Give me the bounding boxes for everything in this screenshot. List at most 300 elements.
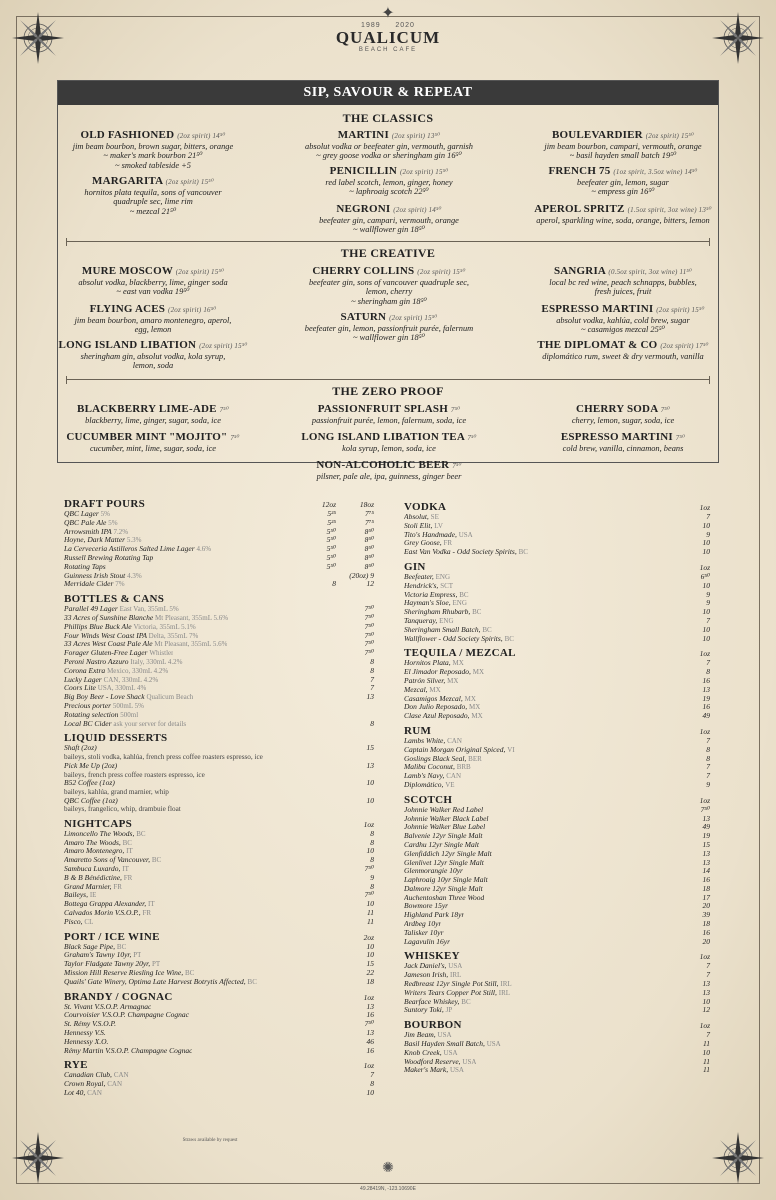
cocktail-description: local bc red wine, peach schnapps, bubbles, <box>549 278 697 287</box>
menu-item-row <box>404 659 710 668</box>
item-price: 15 <box>366 959 374 969</box>
item-name-wrap <box>404 539 452 548</box>
category-header <box>64 732 374 744</box>
item-name-wrap <box>64 1089 102 1098</box>
item-name-wrap <box>64 1080 122 1089</box>
item-name: Redbreast 12yr Single Pot Still, <box>404 980 499 989</box>
item-origin: BC <box>247 977 257 986</box>
item-name: Goslings Black Seal, <box>404 754 467 763</box>
cocktail-description: cherry, lemon, sugar, soda, ice <box>571 416 675 425</box>
menu-item-row <box>404 573 710 582</box>
item-name-wrap <box>404 989 510 998</box>
menu-item-row <box>404 539 710 548</box>
cocktail-info: (2oz spirit) 15⁵⁰ <box>175 268 225 276</box>
dessert-name-wrap <box>64 744 97 753</box>
cocktail-info: (2oz spirit) 17⁵⁰ <box>660 342 709 350</box>
dessert-description: baileys, french press coffee roasters espresso, ice <box>64 770 205 779</box>
item-name-wrap <box>404 823 485 832</box>
menu-item-row <box>64 883 374 892</box>
dessert-description: baileys, frangelico, whip, drambuie float <box>64 805 181 814</box>
item-origin: BC <box>116 942 127 951</box>
item-name: Wallflower - Odd Society Spirits, <box>404 634 503 643</box>
item-origin: BC <box>459 590 469 599</box>
item-price: 7⁵⁰ <box>364 630 374 640</box>
item-price: 7 <box>706 762 710 772</box>
item-name: Graham's Tawny 10yr, <box>64 951 132 960</box>
menu-item-row <box>64 1020 374 1029</box>
cocktail-info: (2oz spirit) 15⁵⁰ <box>165 178 214 186</box>
dessert-size: (2oz) <box>81 744 97 753</box>
item-price: 10 <box>366 941 374 951</box>
cocktail-item <box>503 431 743 453</box>
item-origin: FR <box>123 873 133 882</box>
cocktail-info: (2oz spirit) 15⁵⁰ <box>656 306 705 314</box>
menu-item-row <box>64 1011 374 1020</box>
item-price: 13 <box>702 848 710 858</box>
category-title: LIQUID DESSERTS <box>64 732 168 745</box>
item-name-wrap <box>64 969 194 978</box>
item-name-wrap <box>64 554 153 563</box>
section-title-creative: THE CREATIVE <box>340 246 436 260</box>
item-name-wrap <box>404 902 448 911</box>
menu-item-row <box>404 617 710 626</box>
item-price: 9 <box>706 529 710 539</box>
item-name: Parallel 49 Lager <box>64 605 118 614</box>
menu-item-row <box>404 548 710 557</box>
item-name-wrap <box>404 591 469 600</box>
item-price: 5⁵⁰ <box>326 535 336 545</box>
menu-item-row <box>404 1040 710 1049</box>
menu-item-row <box>64 918 374 927</box>
menu-item-row <box>64 580 374 589</box>
item-origin: East Van, 355mL 5% <box>119 605 179 614</box>
cocktail-description: ~ empress gin 16⁵⁰ <box>591 187 655 197</box>
item-price: 8⁵⁰ <box>364 535 374 545</box>
item-name-wrap <box>64 667 168 676</box>
item-origin: Qualicum Beach <box>146 693 194 702</box>
item-origin: SCT <box>440 581 454 590</box>
brand-subtitle: BEACH CAFE <box>358 47 418 53</box>
cocktail-name <box>503 303 743 316</box>
item-name-wrap <box>64 702 144 711</box>
item-origin: FR <box>443 539 453 548</box>
item-name: Arrowsmith IPA <box>64 527 112 536</box>
menu-item-row <box>404 815 710 824</box>
item-origin: CAN <box>87 1089 102 1098</box>
item-price: 8 <box>370 656 374 666</box>
item-name-wrap <box>64 883 122 892</box>
item-price: (20oz) 9 <box>349 570 374 580</box>
cocktail-name <box>269 265 509 278</box>
item-name: 33 Acres of Sunshine Blanche <box>64 613 154 622</box>
item-origin: 5.3% <box>126 536 142 545</box>
menu-item-row <box>64 1089 374 1098</box>
item-origin: Italy, 330mL 4.2% <box>130 657 183 666</box>
dessert-row <box>64 779 374 788</box>
item-prices <box>298 554 374 563</box>
cocktail-description: beefeater gin, sons of vancouver quadruple sec, <box>308 278 470 287</box>
menu-item-row <box>404 703 710 712</box>
item-name-wrap <box>64 865 129 874</box>
size-header: 1oz <box>699 795 710 805</box>
item-price: 7⁵⁰ <box>364 639 374 649</box>
item-price: 16 <box>366 1045 374 1055</box>
item-origin: Delta, 355mL 7% <box>148 631 199 640</box>
cocktail-title: NEGRONI <box>336 203 391 215</box>
item-price: 8⁵⁰ <box>364 526 374 536</box>
item-name: Suntory Toki, <box>404 1006 444 1015</box>
cocktail-title: THE DIPLOMAT & CO <box>537 339 658 351</box>
item-name-wrap <box>404 703 480 712</box>
category-title: DRAFT POURS <box>64 498 146 510</box>
dessert-price: 10 <box>366 778 374 788</box>
menu-item-row <box>404 635 710 644</box>
category-header <box>404 725 710 737</box>
item-name-wrap <box>404 668 484 677</box>
menu-item-row <box>404 513 710 522</box>
item-name: Jameson Irish, <box>404 971 449 980</box>
menu-item-row <box>64 702 374 711</box>
item-name: Hornitos Plata, <box>404 659 451 668</box>
item-name: Hennessy V.S. <box>64 1029 106 1038</box>
item-name-wrap <box>404 659 464 668</box>
cocktail-item <box>503 303 743 335</box>
item-origin: MX <box>471 712 483 721</box>
item-name: Maker's Mark, <box>404 1066 449 1075</box>
item-origin: CL <box>84 917 94 926</box>
item-price: 16 <box>702 675 710 685</box>
item-name: Amaro The Woods, <box>64 838 121 847</box>
item-name: Lambs White, <box>404 736 446 745</box>
item-name-wrap <box>404 832 483 841</box>
item-name-wrap <box>64 658 183 667</box>
item-name: Auchentoshan Three Wood <box>404 893 485 902</box>
cocktail-info: (2oz spirit) 15⁵⁰ <box>199 342 248 350</box>
item-price: 49 <box>702 711 710 721</box>
item-name: Canadian Club, <box>64 1071 112 1080</box>
item-name: Talisker 10yr <box>404 928 444 937</box>
item-price: 7 <box>706 970 710 980</box>
menu-item-row <box>64 1047 374 1056</box>
item-price: 13 <box>702 684 710 694</box>
item-name-wrap <box>404 599 467 608</box>
size-header: 18oz <box>359 500 374 509</box>
item-name: Hayman's Sloe, <box>404 599 451 608</box>
item-name-wrap <box>64 676 158 685</box>
cocktail-title: APEROL SPRITZ <box>534 203 625 215</box>
item-price: 5⁵⁰ <box>326 526 336 536</box>
item-name-wrap <box>404 859 484 868</box>
cocktail-item <box>33 175 273 216</box>
cocktail-title: CUCUMBER MINT "MOJITO" <box>66 431 228 443</box>
item-name: Lucky Lager <box>64 675 102 684</box>
dessert-description: baileys, kahlúa, grand marnier, whip <box>64 787 169 796</box>
item-price: 13 <box>702 987 710 997</box>
menu-item-row <box>404 695 710 704</box>
item-name-wrap <box>64 847 133 856</box>
item-origin: JP <box>445 1006 453 1015</box>
category-title: BRANDY / COGNAC <box>64 990 173 1003</box>
cocktail-info: (2oz spirit) 13⁵⁰ <box>391 132 441 140</box>
item-prices <box>298 510 374 519</box>
item-origin: BC <box>461 997 471 1006</box>
item-name: Bottega Grappa Alexander, <box>64 900 147 909</box>
cocktail-description: pilsner, pale ale, ipa, guinness, ginger beer <box>316 472 462 481</box>
item-name-wrap <box>64 693 193 702</box>
menu-item-row <box>64 640 374 649</box>
menu-item-row <box>64 874 374 883</box>
item-prices <box>298 572 374 581</box>
item-name: Diplomático, <box>404 780 444 789</box>
cocktail-title: SANGRIA <box>553 265 606 277</box>
cocktail-item <box>269 129 509 161</box>
item-price: 7⁷⁵ <box>365 509 374 518</box>
menu-item-row <box>64 676 374 685</box>
item-origin: FR <box>142 909 152 918</box>
item-name: Hendrick's, <box>404 581 439 590</box>
category-header <box>64 1059 374 1071</box>
category-header <box>404 1019 710 1031</box>
menu-item-row <box>404 746 710 755</box>
item-name-wrap <box>64 951 141 960</box>
cocktail-name <box>503 165 743 178</box>
right-column <box>404 497 710 1075</box>
item-name: Woodford Reserve, <box>404 1057 461 1066</box>
cocktail-info: (2oz spirit) 14⁵⁰ <box>177 132 226 140</box>
menu-item-row <box>404 772 710 781</box>
menu-item-row <box>64 830 374 839</box>
section-divider <box>66 241 710 242</box>
item-name: Clase Azul Reposado, <box>404 712 470 721</box>
cocktail-description: ~ smoked tableside +5 <box>114 160 191 170</box>
cocktail-description: diplomático rum, sweet & dry vermouth, vanilla <box>542 352 704 361</box>
menu-item-row <box>64 649 374 658</box>
cocktail-name <box>269 431 509 444</box>
item-name-wrap <box>404 513 439 522</box>
cocktail-description: aperol, sparkling wine, soda, orange, bitters, lemon <box>536 216 710 225</box>
item-name-wrap <box>64 623 196 632</box>
category-title: TEQUILA / MEZCAL <box>404 647 516 660</box>
item-origin: USA <box>462 1057 477 1066</box>
item-name: 33 Acres West Coast Pale Ale <box>64 640 153 649</box>
category-header <box>404 950 710 962</box>
item-name: QBC Pale Ale <box>64 518 107 527</box>
item-name: Bowmore 15yr <box>404 902 449 911</box>
item-price: 9 <box>706 779 710 789</box>
item-name: Malibu Coconut, <box>404 763 455 772</box>
item-origin: 7% <box>115 580 125 589</box>
item-price: 8 <box>370 1079 374 1089</box>
menu-item-row <box>64 632 374 641</box>
cocktail-info: (2oz spirit) 14⁵⁰ <box>393 206 442 214</box>
item-origin: Whistler <box>149 649 174 658</box>
item-name: Forager Gluten-Free Lager <box>64 649 148 658</box>
item-name: Glenlivet 12yr Single Malt <box>404 858 484 867</box>
item-name: Casamigos Mezcal, <box>404 694 463 703</box>
item-name: Taylor Fladgate Tawny 20yr, <box>64 960 151 969</box>
item-name-wrap <box>404 617 454 626</box>
item-origin: CAN <box>447 736 462 745</box>
item-name-wrap <box>404 1049 458 1058</box>
item-origin: MX <box>472 668 485 677</box>
item-origin: BC <box>472 608 482 617</box>
item-origin: MX <box>447 676 459 685</box>
item-name: Tito's Handmade, <box>404 530 457 539</box>
menu-item-row <box>404 867 710 876</box>
category-title: VODKA <box>404 501 447 513</box>
category-header <box>404 501 710 513</box>
coordinates: 49.28419N, -123.10690E <box>360 1186 416 1192</box>
item-name: Sambuca Luxardo, <box>64 865 121 874</box>
item-price: 10 <box>366 899 374 909</box>
item-price: 18 <box>702 883 710 893</box>
item-name: Black Sage Pipe, <box>64 942 116 951</box>
cocktail-item <box>269 431 509 453</box>
item-price: 49 <box>702 822 710 832</box>
item-name: Basil Hayden Small Batch, <box>404 1040 485 1049</box>
cocktail-description: passionfruit purée, lemon, falernum, soda, ice <box>311 416 467 425</box>
menu-item-row <box>64 563 374 572</box>
cocktail-info: (0.5oz spirit, 3oz wine) 11⁵⁰ <box>608 268 693 276</box>
cocktail-title: NON-ALCOHOLIC BEER <box>316 459 450 471</box>
item-price: 18 <box>702 919 710 929</box>
cocktail-name <box>503 203 743 216</box>
menu-item-row <box>64 720 374 729</box>
cocktail-title: ESPRESSO MARTINI <box>541 303 654 315</box>
menu-item-row <box>404 885 710 894</box>
item-origin: MX <box>429 685 441 694</box>
cocktail-item <box>503 165 743 197</box>
menu-item-row <box>64 900 374 909</box>
item-origin: IRL <box>500 980 512 989</box>
menu-item-row <box>404 902 710 911</box>
item-name-wrap <box>404 1058 476 1067</box>
menu-item-row <box>404 894 710 903</box>
cocktail-name <box>503 129 743 142</box>
menu-item-row <box>64 1038 374 1047</box>
item-name: Stoli Elit, <box>404 521 433 530</box>
banner-title: SIP, SAVOUR & REPEAT <box>58 81 718 105</box>
menu-item-row <box>404 832 710 841</box>
cocktail-item <box>503 339 743 361</box>
item-name-wrap <box>404 938 450 947</box>
cocktail-description: ~ sheringham gin 18⁵⁰ <box>351 296 427 306</box>
item-name: Knob Creek, <box>404 1048 442 1057</box>
menu-item-row <box>404 823 710 832</box>
menu-item-row <box>64 605 374 614</box>
cocktail-info: 7⁵⁰ <box>675 434 686 442</box>
cocktail-name <box>269 129 509 142</box>
item-prices <box>298 580 374 589</box>
item-name: Amaro Montenegro, <box>64 847 125 856</box>
cocktail-item <box>269 311 509 343</box>
menu-item-row <box>64 865 374 874</box>
dessert-name: QBC Coffee <box>64 796 101 805</box>
item-name-wrap <box>64 909 151 918</box>
cocktail-description: blackberry, lime, ginger, sugar, soda, ice <box>85 416 221 425</box>
item-name-wrap <box>64 640 227 649</box>
item-name-wrap <box>64 839 132 848</box>
item-name-wrap <box>404 929 444 938</box>
item-name: Jack Daniel's, <box>404 962 447 971</box>
item-name-wrap <box>64 536 142 545</box>
item-name-wrap <box>404 867 463 876</box>
item-origin: FR <box>113 882 122 891</box>
cocktail-name <box>33 175 273 188</box>
cocktail-description: ~ maker's mark bourbon 21⁵⁰ <box>103 151 203 161</box>
cocktail-item <box>269 265 509 306</box>
item-price: 11 <box>703 1065 710 1075</box>
item-price: 10 <box>702 624 710 634</box>
item-origin: 500mL 5% <box>112 701 144 710</box>
item-origin: BER <box>468 754 482 763</box>
item-name: Precious porter <box>64 701 112 710</box>
category-title: BOTTLES & CANS <box>64 593 165 606</box>
item-name: Mezcal, <box>404 685 428 694</box>
cocktail-description: quadruple sec, lime rim <box>113 197 193 207</box>
dessert-price: 13 <box>366 760 374 770</box>
brand-years: 1989 2020 <box>361 22 415 29</box>
cocktail-info: (2oz spirit) 15⁵⁰ <box>417 268 466 276</box>
item-price: 12 <box>366 579 374 589</box>
menu-item-row <box>64 693 374 702</box>
cocktail-title: FRENCH 75 <box>548 165 611 177</box>
item-price: 8 <box>370 855 374 865</box>
cocktail-name <box>269 203 509 216</box>
menu-item-row <box>404 962 710 971</box>
item-name: Rotating selection <box>64 710 119 719</box>
item-name: Beefeater, <box>404 572 434 581</box>
item-origin: ENG <box>452 599 467 608</box>
item-name-wrap <box>404 548 528 557</box>
item-origin: 500ml <box>120 710 139 719</box>
cocktail-title: LONG ISLAND LIBATION TEA <box>301 431 465 443</box>
item-name: Courvoisier V.S.O.P. Champagne Cognac <box>64 1011 189 1020</box>
item-name-wrap <box>404 755 482 764</box>
item-price: 16 <box>366 1010 374 1020</box>
item-name: QBC Lager <box>64 510 99 518</box>
category-header <box>404 647 710 659</box>
item-origin: USA <box>448 962 463 971</box>
cocktail-description: beefeater gin, lemon, passionfruit purée, falernum <box>304 324 474 333</box>
item-price: 20 <box>702 936 710 946</box>
item-price: 10 <box>702 547 710 557</box>
item-origin: IT <box>122 865 129 874</box>
item-name: St. Vivant V.S.O.P. Armagnac <box>64 1002 152 1011</box>
cocktail-name <box>33 339 273 352</box>
item-name: Victoria Empress, <box>404 590 458 599</box>
cocktail-item <box>33 129 273 170</box>
size-header: 1oz <box>699 952 710 962</box>
cocktail-description: beefeater gin, lemon, sugar <box>577 178 669 187</box>
item-origin: BRB <box>456 763 471 772</box>
cocktail-title: OLD FASHIONED <box>80 129 175 141</box>
dessert-description: baileys, stoli vodka, kahlúa, french press coffee roasters espresso, ice <box>64 753 263 762</box>
item-origin: Mt Pleasant, 355mL 5.6% <box>154 640 228 649</box>
dessert-size: (1oz) <box>102 796 118 805</box>
item-name: Quails' Gate Winery, Optima Late Harvest Botrytis Affected, <box>64 977 246 986</box>
item-name: Tanqueray, <box>404 616 438 625</box>
item-name: Highland Park 18yr <box>404 911 465 920</box>
item-price: 8 <box>370 665 374 675</box>
item-origin: USA, 330mL 4% <box>97 684 147 693</box>
item-origin: IRL <box>450 971 462 980</box>
item-price: 8 <box>370 718 374 728</box>
item-name-wrap <box>404 850 492 859</box>
item-origin: IT <box>148 900 155 909</box>
menu-item-row <box>64 951 374 960</box>
item-name: Baileys, <box>64 891 88 900</box>
